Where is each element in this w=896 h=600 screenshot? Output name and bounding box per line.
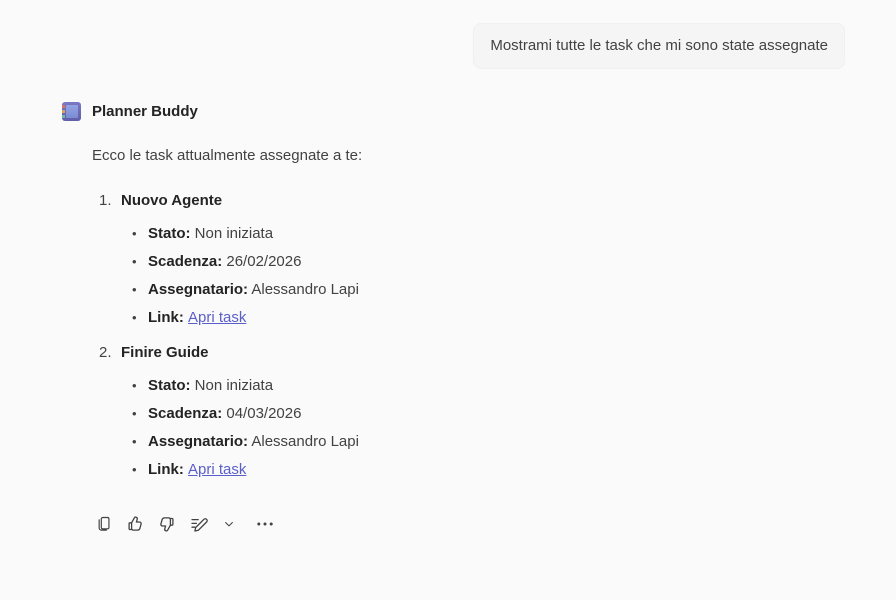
task-number: 2.	[99, 344, 112, 361]
task-field-stato	[132, 224, 762, 243]
field-value: Non iniziata	[190, 377, 274, 394]
bullet-icon: •	[132, 226, 137, 241]
assistant-intro-text: Ecco le task attualmente assegnate a te:	[92, 147, 363, 164]
copy-icon	[95, 514, 113, 534]
task-title: Finire Guide	[121, 344, 209, 361]
field-value: Alessandro Lapi	[248, 433, 359, 450]
thumbs-up-icon	[125, 514, 145, 534]
user-message-text: Mostrami tutte le task che mi sono state assegnate	[490, 37, 828, 54]
user-message-bubble	[473, 23, 845, 69]
task-field-scadenza	[132, 252, 762, 271]
task-field-link	[132, 460, 762, 479]
rewrite-options-button[interactable]	[223, 513, 235, 535]
thumbs-down-icon	[157, 514, 177, 534]
chevron-down-icon	[223, 518, 235, 530]
field-label: Stato:	[148, 377, 191, 394]
bullet-icon: •	[132, 462, 137, 477]
bullet-icon: •	[132, 406, 137, 421]
thumbs-down-button[interactable]	[157, 513, 177, 535]
field-value: Alessandro Lapi	[248, 281, 359, 298]
task-field-assegnatario	[132, 280, 762, 299]
field-label: Scadenza:	[148, 253, 223, 270]
bullet-icon: •	[132, 378, 137, 393]
task-field-scadenza	[132, 404, 762, 423]
task-item-title	[99, 343, 762, 362]
copy-button[interactable]	[95, 513, 113, 535]
field-label: Link:	[148, 461, 184, 478]
thumbs-up-button[interactable]	[125, 513, 145, 535]
field-label: Link:	[148, 309, 184, 326]
notebook-bot-icon	[62, 102, 81, 121]
field-value: 26/02/2026	[222, 253, 302, 270]
open-task-link[interactable]: Apri task	[188, 309, 247, 326]
field-label: Scadenza:	[148, 405, 223, 422]
assistant-name: Planner Buddy	[92, 103, 198, 120]
notebook-rings-decoration	[62, 105, 65, 118]
bullet-icon: •	[132, 282, 137, 297]
assistant-message	[62, 102, 762, 535]
field-label: Assegnatario:	[148, 281, 249, 298]
task-field-stato	[132, 376, 762, 395]
task-field-assegnatario	[132, 432, 762, 451]
assistant-header	[62, 102, 762, 121]
rewrite-pen-icon	[189, 514, 211, 534]
task-title: Nuovo Agente	[121, 192, 223, 209]
task-field-link	[132, 308, 762, 327]
rewrite-button[interactable]	[189, 513, 211, 535]
field-label: Assegnatario:	[148, 433, 249, 450]
bullet-icon: •	[132, 310, 137, 325]
notebook-page-decoration	[66, 105, 78, 118]
bullet-icon: •	[132, 254, 137, 269]
field-label: Stato:	[148, 225, 191, 242]
open-task-link[interactable]: Apri task	[188, 461, 247, 478]
bullet-icon: •	[132, 434, 137, 449]
field-value: 04/03/2026	[222, 405, 302, 422]
task-number: 1.	[99, 192, 112, 209]
more-options-button[interactable]	[255, 513, 275, 535]
field-value: Non iniziata	[190, 225, 274, 242]
task-item-title	[99, 191, 762, 210]
message-actions-toolbar	[95, 513, 762, 535]
more-options-icon	[255, 514, 275, 534]
